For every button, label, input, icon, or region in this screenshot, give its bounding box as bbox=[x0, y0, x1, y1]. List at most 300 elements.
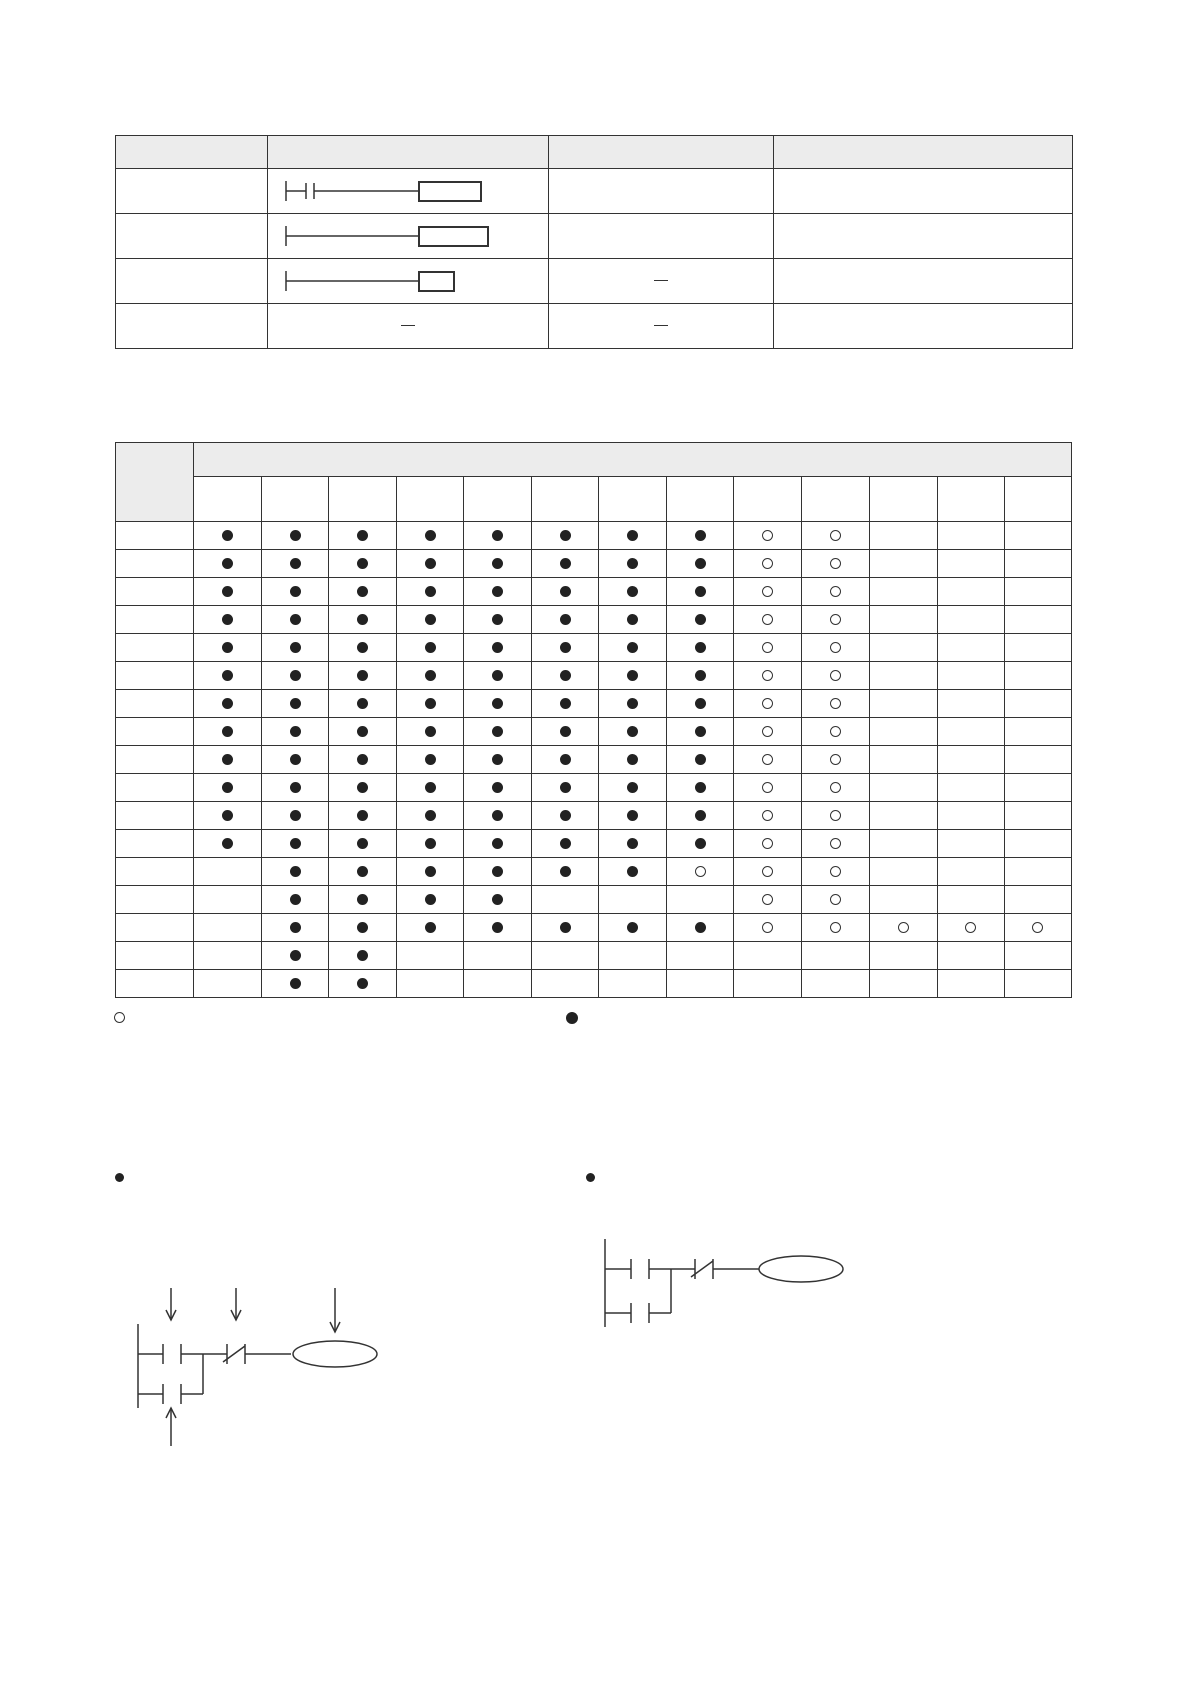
table-cell bbox=[599, 550, 667, 578]
table-cell bbox=[1004, 830, 1071, 858]
filled-circle-icon bbox=[627, 866, 638, 877]
table-cell bbox=[869, 802, 937, 830]
filled-circle-icon bbox=[695, 810, 706, 821]
table-cell bbox=[667, 746, 734, 774]
hollow-circle-icon bbox=[762, 614, 773, 625]
table-cell bbox=[262, 690, 329, 718]
filled-circle-icon bbox=[357, 782, 368, 793]
table-cell bbox=[869, 886, 937, 914]
filled-circle-icon bbox=[222, 838, 233, 849]
table-row bbox=[116, 886, 1072, 914]
table-cell bbox=[599, 662, 667, 690]
hollow-circle-icon bbox=[762, 922, 773, 933]
table-cell bbox=[464, 774, 532, 802]
filled-circle-icon bbox=[492, 782, 503, 793]
header-cell bbox=[549, 136, 774, 169]
filled-circle-icon bbox=[222, 586, 233, 597]
table-cell bbox=[599, 522, 667, 550]
filled-circle-icon bbox=[492, 670, 503, 681]
filled-circle-icon bbox=[357, 894, 368, 905]
table-cell bbox=[937, 690, 1004, 718]
filled-circle-icon bbox=[222, 726, 233, 737]
filled-circle-icon bbox=[560, 642, 571, 653]
filled-circle-icon bbox=[357, 838, 368, 849]
table-cell bbox=[1004, 690, 1071, 718]
table-cell bbox=[194, 718, 262, 746]
filled-circle-icon bbox=[695, 782, 706, 793]
table-cell bbox=[532, 802, 599, 830]
filled-circle-icon bbox=[425, 782, 436, 793]
table-cell bbox=[937, 522, 1004, 550]
filled-circle-icon bbox=[425, 670, 436, 681]
hollow-circle-icon bbox=[830, 922, 841, 933]
table-cell bbox=[1004, 802, 1071, 830]
table-cell bbox=[262, 914, 329, 942]
hollow-circle-icon bbox=[830, 866, 841, 877]
table-cell bbox=[599, 746, 667, 774]
table-cell bbox=[937, 578, 1004, 606]
table-cell bbox=[734, 802, 802, 830]
table-cell bbox=[194, 914, 262, 942]
filled-circle-icon bbox=[627, 698, 638, 709]
filled-circle-icon bbox=[695, 698, 706, 709]
row-label bbox=[116, 942, 194, 970]
table-cell bbox=[1004, 634, 1071, 662]
table-cell bbox=[802, 774, 869, 802]
table-cell bbox=[937, 858, 1004, 886]
table-cell bbox=[262, 634, 329, 662]
table-cell bbox=[464, 578, 532, 606]
filled-circle-icon bbox=[560, 530, 571, 541]
filled-circle-icon bbox=[357, 642, 368, 653]
row-label bbox=[116, 214, 268, 259]
hollow-circle-icon bbox=[830, 614, 841, 625]
hollow-circle-icon bbox=[830, 726, 841, 737]
table-cell bbox=[397, 830, 464, 858]
table-cell bbox=[667, 634, 734, 662]
table-cell bbox=[464, 746, 532, 774]
column-header-cell bbox=[1004, 477, 1071, 522]
table-cell bbox=[329, 522, 397, 550]
hollow-circle-icon bbox=[762, 838, 773, 849]
hollow-circle-icon bbox=[830, 698, 841, 709]
filled-circle-icon bbox=[627, 586, 638, 597]
filled-circle-icon bbox=[222, 670, 233, 681]
table-cell bbox=[532, 522, 599, 550]
filled-circle-icon bbox=[222, 698, 233, 709]
row-label bbox=[116, 858, 194, 886]
table-cell bbox=[869, 718, 937, 746]
hollow-circle-icon bbox=[830, 810, 841, 821]
table-cell bbox=[194, 774, 262, 802]
table-cell bbox=[734, 718, 802, 746]
filled-circle-icon bbox=[222, 558, 233, 569]
filled-circle-icon bbox=[627, 838, 638, 849]
hollow-circle-icon bbox=[762, 810, 773, 821]
table-cell bbox=[329, 830, 397, 858]
column-header-cell bbox=[532, 477, 599, 522]
table-cell bbox=[329, 886, 397, 914]
filled-circle-icon bbox=[492, 614, 503, 625]
filled-circle-icon bbox=[357, 698, 368, 709]
ladder-diagram-right bbox=[595, 1235, 855, 1335]
filled-circle-icon bbox=[290, 726, 301, 737]
filled-circle-icon bbox=[695, 642, 706, 653]
table-cell bbox=[464, 970, 532, 998]
table-cell bbox=[1004, 774, 1071, 802]
dash-icon bbox=[401, 325, 415, 326]
table-cell bbox=[464, 942, 532, 970]
filled-circle-icon bbox=[492, 586, 503, 597]
filled-circle-icon bbox=[492, 530, 503, 541]
row-label bbox=[116, 662, 194, 690]
filled-circle-icon bbox=[425, 922, 436, 933]
table-cell bbox=[194, 662, 262, 690]
filled-circle-icon bbox=[290, 586, 301, 597]
table-cell bbox=[599, 858, 667, 886]
table-cell bbox=[397, 522, 464, 550]
table-cell bbox=[869, 662, 937, 690]
filled-circle-icon bbox=[290, 894, 301, 905]
table-cell bbox=[397, 774, 464, 802]
table-cell bbox=[194, 746, 262, 774]
table-cell bbox=[329, 606, 397, 634]
table-cell bbox=[937, 718, 1004, 746]
filled-circle-icon bbox=[425, 614, 436, 625]
table-cell bbox=[397, 718, 464, 746]
table-cell bbox=[329, 746, 397, 774]
filled-circle-icon bbox=[290, 614, 301, 625]
operand-table bbox=[115, 442, 1072, 998]
table-cell bbox=[667, 690, 734, 718]
ladder-symbol-short-box bbox=[268, 259, 549, 304]
filled-circle-icon bbox=[627, 614, 638, 625]
row-cell bbox=[549, 259, 774, 304]
note-left bbox=[115, 1173, 132, 1182]
table-cell bbox=[532, 634, 599, 662]
table-cell bbox=[937, 746, 1004, 774]
table-cell bbox=[869, 634, 937, 662]
column-header-cell bbox=[869, 477, 937, 522]
filled-circle-icon bbox=[492, 810, 503, 821]
hollow-circle-icon bbox=[830, 782, 841, 793]
table-cell bbox=[937, 886, 1004, 914]
table-cell bbox=[329, 802, 397, 830]
hollow-circle-icon bbox=[762, 586, 773, 597]
filled-circle-icon bbox=[425, 642, 436, 653]
table-cell bbox=[667, 718, 734, 746]
filled-circle-icon bbox=[425, 586, 436, 597]
filled-circle-icon bbox=[492, 726, 503, 737]
filled-circle-icon bbox=[357, 950, 368, 961]
filled-circle-icon bbox=[290, 922, 301, 933]
table-cell bbox=[667, 886, 734, 914]
table-cell bbox=[464, 886, 532, 914]
table-cell bbox=[397, 606, 464, 634]
filled-circle-icon bbox=[560, 838, 571, 849]
table-row bbox=[116, 169, 1073, 214]
table-cell bbox=[194, 886, 262, 914]
table-cell bbox=[194, 802, 262, 830]
table-cell bbox=[802, 718, 869, 746]
row-label bbox=[116, 606, 194, 634]
instruction-table-header bbox=[116, 136, 1073, 169]
filled-circle-icon bbox=[357, 922, 368, 933]
table-row bbox=[116, 578, 1072, 606]
filled-circle-icon bbox=[290, 978, 301, 989]
filled-circle-icon bbox=[425, 838, 436, 849]
table-cell bbox=[667, 858, 734, 886]
table-cell bbox=[329, 858, 397, 886]
table-cell bbox=[802, 830, 869, 858]
dash-icon bbox=[654, 325, 668, 326]
dash-icon bbox=[654, 280, 668, 281]
table-cell bbox=[734, 858, 802, 886]
table-cell bbox=[937, 802, 1004, 830]
table-cell bbox=[262, 942, 329, 970]
row-label bbox=[116, 522, 194, 550]
hollow-circle-icon bbox=[830, 530, 841, 541]
table-cell bbox=[194, 522, 262, 550]
table-row bbox=[116, 304, 1073, 349]
filled-circle-icon bbox=[425, 866, 436, 877]
table-cell bbox=[869, 578, 937, 606]
table-cell bbox=[397, 550, 464, 578]
table-cell bbox=[802, 858, 869, 886]
table-cell bbox=[667, 550, 734, 578]
table-cell bbox=[532, 578, 599, 606]
table-cell bbox=[262, 662, 329, 690]
filled-circle-icon bbox=[222, 530, 233, 541]
table-cell bbox=[194, 606, 262, 634]
row-label bbox=[116, 259, 268, 304]
hollow-circle-icon bbox=[762, 698, 773, 709]
filled-circle-icon bbox=[290, 838, 301, 849]
table-cell bbox=[734, 942, 802, 970]
filled-circle-icon bbox=[290, 950, 301, 961]
filled-circle-icon bbox=[357, 866, 368, 877]
table-cell bbox=[532, 942, 599, 970]
operand-table-body bbox=[116, 443, 1072, 998]
hollow-circle-icon bbox=[762, 530, 773, 541]
header-cell bbox=[774, 136, 1073, 169]
table-row bbox=[116, 214, 1073, 259]
row-cell bbox=[774, 304, 1073, 349]
table-cell bbox=[802, 970, 869, 998]
hollow-circle-icon bbox=[762, 726, 773, 737]
table-cell bbox=[869, 746, 937, 774]
filled-circle-icon bbox=[425, 894, 436, 905]
table-cell bbox=[262, 802, 329, 830]
filled-circle-icon bbox=[492, 922, 503, 933]
table-cell bbox=[802, 578, 869, 606]
filled-circle-icon bbox=[357, 754, 368, 765]
table-cell bbox=[869, 970, 937, 998]
table-row bbox=[116, 690, 1072, 718]
hollow-circle-icon bbox=[1032, 922, 1043, 933]
filled-circle-icon bbox=[492, 698, 503, 709]
filled-circle-icon bbox=[627, 754, 638, 765]
filled-circle-icon bbox=[290, 866, 301, 877]
filled-circle-icon bbox=[695, 922, 706, 933]
hollow-circle-icon bbox=[898, 922, 909, 933]
row-label bbox=[116, 830, 194, 858]
filled-circle-icon bbox=[627, 810, 638, 821]
table-row bbox=[116, 550, 1072, 578]
table-cell bbox=[464, 606, 532, 634]
hollow-circle-icon bbox=[965, 922, 976, 933]
hollow-circle-icon bbox=[830, 670, 841, 681]
row-label bbox=[116, 169, 268, 214]
operand-table-column-headers bbox=[116, 477, 1072, 522]
table-row bbox=[116, 718, 1072, 746]
table-cell bbox=[329, 662, 397, 690]
filled-circle-icon bbox=[357, 978, 368, 989]
filled-circle-icon bbox=[290, 754, 301, 765]
column-header-cell bbox=[734, 477, 802, 522]
table-row bbox=[116, 858, 1072, 886]
table-cell bbox=[262, 578, 329, 606]
row-label bbox=[116, 718, 194, 746]
filled-circle-icon bbox=[695, 586, 706, 597]
table-cell bbox=[734, 774, 802, 802]
filled-circle-icon bbox=[492, 894, 503, 905]
table-cell bbox=[802, 662, 869, 690]
filled-circle-icon bbox=[695, 726, 706, 737]
note-right bbox=[586, 1173, 603, 1182]
filled-circle-icon bbox=[492, 838, 503, 849]
row-label bbox=[116, 886, 194, 914]
table-cell bbox=[397, 634, 464, 662]
table-cell bbox=[734, 830, 802, 858]
filled-circle-icon bbox=[425, 530, 436, 541]
filled-circle-icon bbox=[560, 614, 571, 625]
filled-circle-icon bbox=[560, 922, 571, 933]
table-cell bbox=[937, 662, 1004, 690]
table-cell bbox=[262, 522, 329, 550]
filled-circle-icon bbox=[695, 614, 706, 625]
operand-table-group-header bbox=[116, 443, 1072, 477]
filled-circle-icon bbox=[290, 782, 301, 793]
filled-circle-icon bbox=[560, 810, 571, 821]
table-cell bbox=[397, 746, 464, 774]
filled-circle-icon bbox=[695, 754, 706, 765]
hollow-circle-icon bbox=[762, 894, 773, 905]
table-cell bbox=[194, 970, 262, 998]
filled-circle-icon bbox=[627, 782, 638, 793]
hollow-circle-icon bbox=[695, 866, 706, 877]
table-cell bbox=[937, 634, 1004, 662]
table-cell bbox=[397, 886, 464, 914]
table-cell bbox=[329, 550, 397, 578]
table-row bbox=[116, 662, 1072, 690]
row-label bbox=[116, 578, 194, 606]
filled-circle-icon bbox=[357, 530, 368, 541]
table-cell bbox=[869, 774, 937, 802]
row-label bbox=[116, 746, 194, 774]
filled-circle-icon bbox=[695, 838, 706, 849]
table-row bbox=[116, 914, 1072, 942]
table-cell bbox=[464, 690, 532, 718]
filled-circle-icon bbox=[560, 726, 571, 737]
table-cell bbox=[667, 522, 734, 550]
filled-circle-icon bbox=[560, 866, 571, 877]
table-cell bbox=[802, 606, 869, 634]
table-cell bbox=[937, 914, 1004, 942]
table-cell bbox=[397, 970, 464, 998]
filled-circle-icon bbox=[627, 670, 638, 681]
rail-with-box-icon bbox=[268, 214, 549, 258]
hollow-circle-icon bbox=[762, 866, 773, 877]
table-cell bbox=[1004, 858, 1071, 886]
filled-circle-icon bbox=[222, 782, 233, 793]
table-cell bbox=[599, 802, 667, 830]
bullet-icon bbox=[115, 1173, 124, 1182]
filled-circle-icon bbox=[290, 670, 301, 681]
row-cell bbox=[268, 304, 549, 349]
table-cell bbox=[194, 634, 262, 662]
column-header-cell bbox=[194, 477, 262, 522]
table-cell bbox=[869, 858, 937, 886]
hollow-circle-icon bbox=[830, 838, 841, 849]
table-cell bbox=[397, 578, 464, 606]
table-cell bbox=[329, 970, 397, 998]
filled-circle-icon bbox=[425, 726, 436, 737]
row-cell bbox=[774, 259, 1073, 304]
table-cell bbox=[869, 606, 937, 634]
hollow-circle-icon bbox=[762, 754, 773, 765]
table-cell bbox=[802, 550, 869, 578]
row-label bbox=[116, 690, 194, 718]
table-cell bbox=[1004, 914, 1071, 942]
column-header-cell bbox=[599, 477, 667, 522]
table-row bbox=[116, 606, 1072, 634]
table-cell bbox=[532, 550, 599, 578]
table-cell bbox=[937, 550, 1004, 578]
table-cell bbox=[262, 858, 329, 886]
hollow-circle-icon bbox=[114, 1012, 125, 1023]
filled-circle-icon bbox=[290, 530, 301, 541]
filled-circle-icon bbox=[222, 642, 233, 653]
table-cell bbox=[802, 886, 869, 914]
table-cell bbox=[532, 858, 599, 886]
table-cell bbox=[464, 550, 532, 578]
table-cell bbox=[329, 634, 397, 662]
table-cell bbox=[937, 942, 1004, 970]
rail-with-small-box-icon bbox=[268, 259, 549, 303]
instruction-table bbox=[115, 135, 1073, 349]
filled-circle-icon bbox=[357, 726, 368, 737]
table-cell bbox=[464, 830, 532, 858]
filled-circle-icon bbox=[566, 1012, 578, 1024]
table-cell bbox=[667, 662, 734, 690]
hollow-circle-icon bbox=[762, 670, 773, 681]
table-cell bbox=[599, 970, 667, 998]
table-cell bbox=[869, 522, 937, 550]
table-cell bbox=[397, 858, 464, 886]
table-cell bbox=[599, 690, 667, 718]
filled-circle-icon bbox=[695, 670, 706, 681]
table-cell bbox=[464, 858, 532, 886]
row-label bbox=[116, 634, 194, 662]
table-row bbox=[116, 970, 1072, 998]
table-cell bbox=[464, 662, 532, 690]
table-cell bbox=[734, 970, 802, 998]
filled-circle-icon bbox=[222, 810, 233, 821]
table-cell bbox=[1004, 746, 1071, 774]
table-cell bbox=[532, 830, 599, 858]
table-cell bbox=[802, 914, 869, 942]
